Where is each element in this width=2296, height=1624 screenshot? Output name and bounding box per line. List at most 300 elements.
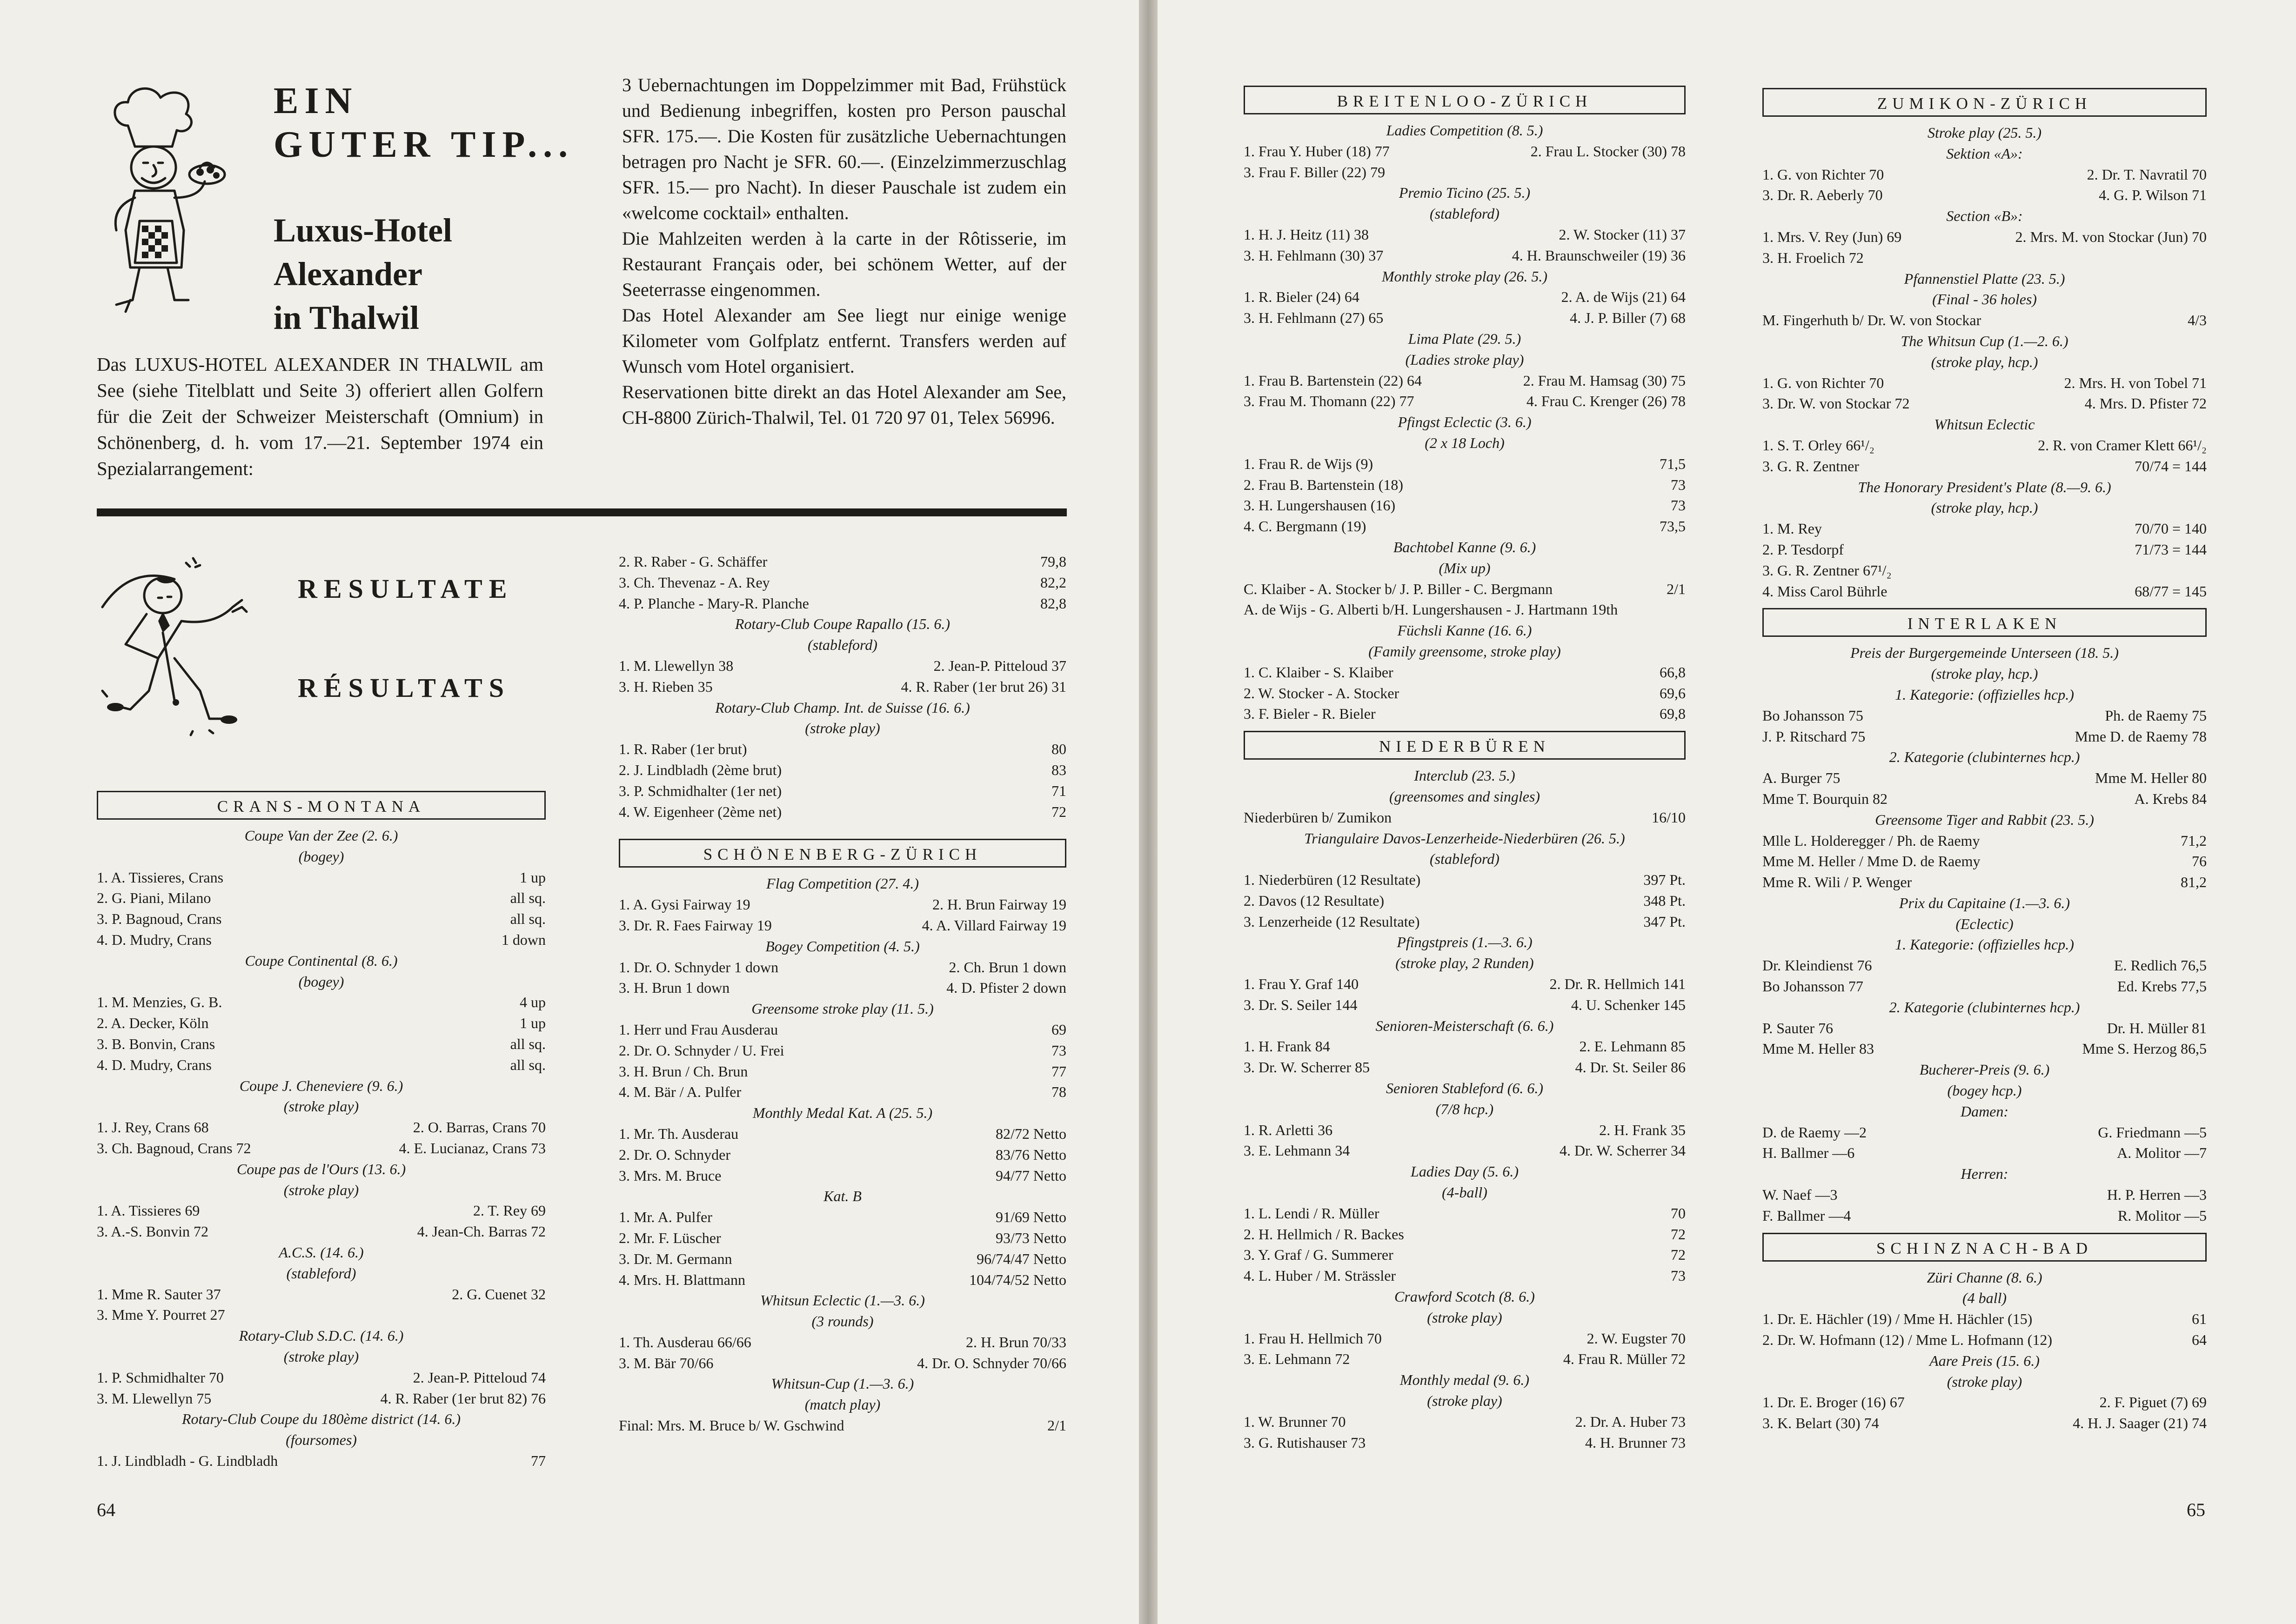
result-right: 77 (531, 1452, 546, 1469)
event-title: Prix du Capitaine (1.—3. 6.) (1899, 894, 2070, 911)
result-row (1762, 393, 2207, 414)
result-left: 1. Mrs. V. Rey (Jun) 69 (1762, 228, 1902, 245)
result-right: 4. Mrs. D. Pfister 72 (2084, 395, 2207, 412)
results-heading-de: RESULTATE (298, 574, 514, 604)
result-row (619, 977, 1066, 998)
result-right: G. Friedmann —5 (2098, 1123, 2207, 1141)
result-row (1762, 1122, 2207, 1143)
result-right: 70 (1671, 1204, 1686, 1222)
event-title: Rotary-Club S.D.C. (14. 6.) (239, 1327, 404, 1344)
result-right: 2/1 (1047, 1417, 1066, 1434)
event-title: Senioren-Meisterschaft (6. 6.) (1375, 1017, 1554, 1034)
offer-text-3: Das Hotel Alexander am See liegt nur einige wenige Kilometer vom Golfplatz entfernt. Transfers werden auf Wunsch vom Hotel organisiert. (622, 305, 1066, 377)
event-title: (greensomes and singles) (1389, 788, 1540, 805)
event-title: Coupe J. Cheneviere (9. 6.) (239, 1077, 403, 1094)
result-right: 2. W. Eugster 70 (1586, 1330, 1686, 1347)
event-title: (stroke play) (1427, 1392, 1502, 1410)
result-left: 3. Mrs. M. Bruce (619, 1167, 722, 1184)
result-row (1762, 705, 2207, 726)
event-title: (bogey) (298, 973, 344, 990)
result-left: 1. Dr. E. Hächler (19) / Mme H. Hächler (15) (1762, 1310, 2033, 1328)
hotel-heading-line1: Luxus-Hotel (274, 212, 453, 249)
club-heading: ZUMIKON-ZÜRICH (1762, 88, 2207, 117)
result-row (619, 1332, 1066, 1353)
result-row (1244, 579, 1686, 600)
result-left: 3. H. Lungershausen (16) (1244, 497, 1396, 514)
result-right: 4. Dr. W. Scherrer 34 (1559, 1142, 1686, 1159)
result-left: 2. P. Tesdorpf (1762, 541, 1844, 558)
result-right: all sq. (510, 1035, 546, 1052)
result-row (97, 929, 546, 950)
result-left: 2. G. Piani, Milano (97, 889, 211, 907)
result-left: 1. Frau Y. Graf 140 (1244, 976, 1359, 993)
result-left: H. Ballmer —6 (1762, 1144, 1855, 1162)
result-right: 4. H. J. Saager (21) 74 (2073, 1415, 2207, 1432)
result-right: all sq. (510, 1056, 546, 1073)
event-title: Bogey Competition (4. 5.) (765, 937, 920, 955)
result-row (1244, 1432, 1686, 1453)
result-row (97, 867, 546, 888)
result-left: 1. Dr. O. Schnyder 1 down (619, 958, 779, 976)
result-left: Dr. Kleindienst 76 (1762, 957, 1872, 974)
result-row (1762, 247, 2207, 268)
result-row (97, 1055, 546, 1076)
result-left: 3. B. Bonvin, Crans (97, 1035, 215, 1052)
result-right: Mme D. de Raemy 78 (2075, 728, 2207, 745)
event-title: Herren: (1961, 1165, 2008, 1183)
event-title: (stroke play) (805, 720, 880, 737)
result-right: 64 (2192, 1331, 2207, 1349)
result-row (1244, 495, 1686, 516)
result-row (1244, 599, 1686, 620)
result-left: 3. H. Fehlmann (27) 65 (1244, 309, 1384, 327)
result-left: 3. H. Brun / Ch. Brun (619, 1063, 748, 1080)
event-title: Greensome Tiger and Rabbit (23. 5.) (1875, 811, 2094, 828)
result-row (619, 915, 1066, 936)
event-title: (stroke play, hcp.) (1931, 499, 2038, 516)
result-row (619, 1165, 1066, 1186)
result-right: all sq. (510, 889, 546, 907)
result-row (1762, 560, 2207, 581)
result-right: 2. F. Piguet (7) 69 (2099, 1394, 2207, 1411)
result-right: 2. H. Brun Fairway 19 (932, 896, 1066, 913)
result-right: 73 (1671, 1267, 1686, 1284)
result-left: Mme M. Heller 83 (1762, 1040, 1874, 1057)
result-left: 3. P. Schmidhalter (1er net) (619, 782, 782, 799)
result-right: 4. U. Schenker 145 (1571, 996, 1686, 1013)
result-left: 1. J. Rey, Crans 68 (97, 1119, 209, 1136)
result-row (1244, 307, 1686, 328)
result-right: 4. A. Villard Fairway 19 (922, 916, 1066, 934)
event-title: (stroke play) (283, 1098, 359, 1115)
result-left: A. de Wijs - G. Alberti b/H. Lungershausen - J. Hartmann 19th (1244, 601, 1618, 618)
result-row (619, 1144, 1066, 1165)
result-left: 3. F. Bieler - R. Bieler (1244, 705, 1376, 722)
result-left: 3. Frau F. Biller (22) 79 (1244, 163, 1386, 180)
page-number-right: 65 (2187, 1499, 2205, 1520)
event-title: Whitsun Eclectic (1934, 416, 2035, 433)
result-left: A. Burger 75 (1762, 769, 1841, 787)
result-row (619, 593, 1066, 614)
result-row (97, 1138, 546, 1159)
event-title: Züri Channe (8. 6.) (1927, 1269, 2042, 1286)
event-title: (Final - 36 holes) (1932, 291, 2037, 308)
result-right: 91/69 Netto (996, 1209, 1066, 1226)
result-row (1244, 1224, 1686, 1245)
result-row (1244, 1328, 1686, 1349)
event-title: Coupe Van der Zee (2. 6.) (244, 827, 398, 844)
result-row (1244, 1203, 1686, 1224)
result-right: 2. H. Frank 35 (1599, 1121, 1686, 1138)
result-left: 2. J. Lindbladh (2ème brut) (619, 761, 782, 778)
event-title: (Family greensome, stroke play) (1368, 642, 1561, 660)
result-row (1762, 164, 2207, 185)
result-left: 3. Dr. R. Faes Fairway 19 (619, 916, 772, 934)
result-row (619, 1415, 1066, 1436)
result-right: 2. O. Barras, Crans 70 (413, 1119, 546, 1136)
result-left: 3. G. R. Zentner (1762, 457, 1859, 475)
result-row (97, 888, 546, 909)
club-heading: NIEDERBÜREN (1244, 731, 1686, 760)
result-row (1762, 1392, 2207, 1413)
golfer-illustration-icon (93, 551, 265, 747)
offer-text-1: 3 Uebernachtungen im Doppelzimmer mit Bad, Frühstück und Bedienung inbegriffen, kosten pro Person pauschal SFR. 175.—. Die Kosten für zusätzliche Uebernachtungen betragen pro Nacht je SFR. 60.—. (Einzelzimmerzuschlag SFR. 15.— pro Nacht). In dieser Pauschale ist zudem ein «welcome cocktail» enthalten. (622, 74, 1066, 223)
result-right: 79,8 (1040, 553, 1066, 570)
result-left: 1. Mr. A. Pulfer (619, 1209, 712, 1226)
result-left: 3. Ch. Thevenaz - A. Rey (619, 574, 770, 591)
result-row (619, 1061, 1066, 1082)
event-title: Stroke play (25. 5.) (1928, 124, 2042, 141)
result-left: 4. C. Bergmann (19) (1244, 518, 1366, 535)
result-row (97, 992, 546, 1013)
result-row (1244, 475, 1686, 495)
results-column-1 (97, 784, 546, 1471)
result-right: 82,2 (1040, 574, 1066, 591)
result-left: 3. K. Belart (30) 74 (1762, 1415, 1879, 1432)
result-row (1244, 703, 1686, 724)
result-right: Mme M. Heller 80 (2095, 769, 2207, 787)
result-row (1762, 185, 2207, 206)
event-title: (stroke play) (1427, 1309, 1502, 1326)
result-row (97, 1200, 546, 1221)
event-title: Monthly stroke play (26. 5.) (1381, 267, 1548, 285)
result-left: Bo Johansson 77 (1762, 978, 1863, 995)
result-row (1244, 224, 1686, 245)
result-left: 4. W. Eigenheer (2ème net) (619, 803, 782, 820)
result-row (1762, 872, 2207, 893)
result-right: 2. G. Cuenet 32 (452, 1285, 546, 1303)
result-row (1762, 726, 2207, 747)
result-right: 4. G. P. Wilson 71 (2099, 187, 2207, 204)
result-left: 3. E. Lehmann 72 (1244, 1350, 1350, 1368)
result-left: 4. P. Planche - Mary-R. Planche (619, 595, 809, 612)
event-title: The Whitsun Cup (1.—2. 6.) (1901, 332, 2068, 349)
result-row (619, 894, 1066, 915)
result-left: Mme T. Bourquin 82 (1762, 790, 1888, 807)
result-right: 4 up (520, 994, 546, 1011)
result-right: 71,2 (2181, 832, 2207, 849)
event-title: 1. Kategorie: (offizielles hcp.) (1895, 686, 2074, 703)
result-right: 4. R. Raber (1er brut 26) 31 (901, 678, 1066, 695)
result-left: 2. Mr. F. Lüscher (619, 1229, 721, 1246)
event-title: Flag Competition (27. 4.) (766, 875, 919, 892)
event-title: Premio Ticino (25. 5.) (1399, 184, 1531, 201)
event-title: (4 ball) (1962, 1290, 2007, 1307)
result-left: 1. P. Schmidhalter 70 (97, 1369, 224, 1386)
result-row (1762, 227, 2207, 247)
event-title: Bucherer-Preis (9. 6.) (1919, 1061, 2050, 1078)
result-left: Mme R. Wili / P. Wenger (1762, 874, 1912, 891)
results-column-4 (1762, 81, 2207, 1434)
event-title: (stableford) (1430, 205, 1499, 222)
result-right: 2. Mrs. H. von Tobel 71 (2064, 374, 2207, 391)
spacer (619, 822, 1066, 832)
result-right: Ed. Krebs 77,5 (2117, 978, 2207, 995)
result-row (97, 1304, 546, 1325)
result-left: 1. G. von Richter 70 (1762, 374, 1884, 391)
result-left: 1. L. Lendi / R. Müller (1244, 1204, 1379, 1222)
event-title: The Honorary President's Plate (8.—9. 6.) (1858, 478, 2111, 495)
result-right: 4. H. Brunner 73 (1585, 1434, 1686, 1451)
result-row (97, 1221, 546, 1242)
result-right: 2. T. Rey 69 (473, 1202, 546, 1219)
event-title: Rotary-Club Coupe Rapallo (15. 6.) (735, 615, 951, 633)
result-left: 3. H. Brun 1 down (619, 979, 730, 996)
result-row (619, 1082, 1066, 1103)
club-heading: INTERLAKEN (1762, 608, 2207, 637)
result-row (1244, 287, 1686, 307)
event-title: Rotary-Club Champ. Int. de Suisse (16. 6.) (715, 699, 970, 716)
result-row (97, 1367, 546, 1388)
chef-illustration-icon (84, 81, 237, 323)
result-row (619, 1270, 1066, 1290)
result-row (619, 1207, 1066, 1228)
result-left: 2. Dr. O. Schnyder / U. Frei (619, 1042, 784, 1059)
result-left: 3. Ch. Bagnoud, Crans 72 (97, 1139, 251, 1156)
result-row (619, 760, 1066, 781)
result-row (619, 739, 1066, 760)
result-right: 4. D. Pfister 2 down (946, 979, 1066, 996)
book-gutter (1139, 0, 1158, 1624)
result-left: 4. L. Huber / M. Strässler (1244, 1267, 1396, 1284)
page-left (0, 0, 1139, 1624)
result-row (1244, 162, 1686, 183)
result-left: 4. Mrs. H. Blattmann (619, 1271, 745, 1288)
event-title: (bogey hcp.) (1947, 1082, 2022, 1099)
event-title: Triangulaire Davos-Lenzerheide-Niederbüren (26. 5.) (1304, 829, 1625, 847)
result-row (97, 1450, 546, 1471)
result-row (1244, 1244, 1686, 1265)
event-title: (match play) (804, 1396, 881, 1413)
result-right: 72 (1671, 1225, 1686, 1243)
event-title: (stableford) (808, 636, 877, 654)
result-right: 82,8 (1040, 595, 1066, 612)
result-row (619, 957, 1066, 978)
result-row (1762, 1309, 2207, 1330)
event-title: Section «B»: (1946, 207, 2023, 225)
result-row (1762, 851, 2207, 872)
event-title: (stroke play, 2 Runden) (1395, 955, 1534, 972)
result-right: 2. Jean-P. Pitteloud 74 (413, 1369, 546, 1386)
result-left: 1. W. Brunner 70 (1244, 1413, 1346, 1430)
result-right: 2. W. Stocker (11) 37 (1559, 226, 1686, 243)
result-left: 4. Miss Carol Bührle (1762, 582, 1888, 600)
event-title: (bogey) (298, 848, 344, 865)
result-left: 1. Frau H. Hellmich 70 (1244, 1330, 1382, 1347)
result-left: J. P. Ritschard 75 (1762, 728, 1866, 745)
result-left: 2. A. Decker, Köln (97, 1015, 209, 1032)
result-row (1762, 1038, 2207, 1059)
result-left: 3. M. Bär 70/66 (619, 1354, 714, 1371)
result-right: 2. Dr. T. Navratil 70 (2087, 166, 2207, 183)
result-right: 4. Frau C. Krenger (26) 78 (1526, 393, 1686, 410)
result-right: 70/74 = 144 (2135, 457, 2207, 475)
result-right: 71 (1051, 782, 1066, 799)
result-left: 1. R. Arletti 36 (1244, 1121, 1333, 1138)
event-title: (4-ball) (1442, 1184, 1487, 1201)
result-left: 3. E. Lehmann 34 (1244, 1142, 1350, 1159)
result-left: 3. G. R. Zentner 67¹/₂ (1762, 561, 1892, 579)
result-right: 73,5 (1660, 518, 1686, 535)
result-left: 1. J. Lindbladh - G. Lindbladh (97, 1452, 278, 1469)
result-right: E. Redlich 76,5 (2114, 957, 2207, 974)
result-row (619, 551, 1066, 572)
event-title: Crawford Scotch (8. 6.) (1394, 1288, 1535, 1305)
event-title: (stroke play) (283, 1348, 359, 1365)
event-title: A.C.S. (14. 6.) (279, 1243, 364, 1261)
result-right: 81,2 (2181, 874, 2207, 891)
club-heading: CRANS-MONTANA (97, 791, 546, 820)
result-left: 3. Y. Graf / G. Summerer (1244, 1246, 1393, 1263)
intro-paragraph (97, 351, 543, 481)
event-title: 2. Kategorie (clubinternes hcp.) (1889, 749, 2080, 766)
event-title: Damen: (1960, 1103, 2009, 1120)
event-title: (stroke play, hcp.) (1931, 353, 2038, 370)
result-row (619, 802, 1066, 822)
result-row (1244, 1036, 1686, 1057)
result-row (1762, 955, 2207, 976)
result-right: 4. J. P. Biller (7) 68 (1570, 309, 1686, 327)
result-right: 71,5 (1660, 455, 1686, 472)
tip-heading-line1: EIN (274, 80, 358, 121)
result-left: Bo Johansson 75 (1762, 707, 1863, 724)
result-right: 4. E. Lucianaz, Crans 73 (399, 1139, 546, 1156)
result-left: 3. H. Froelich 72 (1762, 249, 1864, 266)
result-right: 2. Mrs. M. von Stockar (Jun) 70 (2015, 228, 2207, 245)
result-left: 2. H. Hellmich / R. Backes (1244, 1225, 1404, 1243)
result-left: 3. P. Bagnoud, Crans (97, 910, 222, 928)
result-right: 2. E. Lehmann 85 (1579, 1038, 1686, 1055)
result-left: 3. Lenzerheide (12 Resultate) (1244, 913, 1420, 930)
result-right: 73 (1671, 476, 1686, 493)
result-left: 4. M. Bär / A. Pulfer (619, 1083, 742, 1101)
event-title: Whitsun Eclectic (1.—3. 6.) (760, 1292, 925, 1309)
page-right (1158, 0, 2296, 1624)
result-left: 3. Dr. W. Scherrer 85 (1244, 1059, 1370, 1076)
result-left: 1. Niederbüren (12 Resultate) (1244, 871, 1421, 889)
hotel-heading-line2: Alexander (274, 255, 422, 293)
section-divider (97, 508, 1067, 516)
result-left: 1. Frau Y. Huber (18) 77 (1244, 142, 1390, 160)
result-row (1244, 141, 1686, 162)
result-right: 66,8 (1660, 663, 1686, 681)
result-row (1244, 911, 1686, 932)
result-left: 1. G. von Richter 70 (1762, 166, 1884, 183)
result-row (97, 909, 546, 929)
result-left: W. Naef —3 (1762, 1186, 1838, 1203)
result-right: 68/77 = 145 (2135, 582, 2207, 600)
results-column-2 (619, 551, 1066, 1436)
result-row (1244, 1120, 1686, 1141)
result-row (1762, 310, 2207, 331)
result-row (619, 1353, 1066, 1374)
event-title: (3 rounds) (811, 1313, 874, 1330)
event-title: Kat. B (823, 1188, 862, 1205)
result-right: 2. H. Brun 70/33 (966, 1333, 1066, 1350)
result-left: Mlle L. Holderegger / Ph. de Raemy (1762, 832, 1980, 849)
result-right: 83/76 Netto (996, 1146, 1066, 1163)
result-right: 72 (1051, 803, 1066, 820)
result-row (619, 676, 1066, 697)
result-right: 83 (1051, 761, 1066, 778)
result-right: 1 down (501, 931, 546, 948)
result-left: 1. S. T. Orley 66¹/₂ (1762, 436, 1874, 454)
result-right: 4. Dr. St. Seiler 86 (1575, 1059, 1686, 1076)
result-left: 1. R. Bieler (24) 64 (1244, 288, 1359, 306)
result-right: 2. Ch. Brun 1 down (949, 958, 1066, 976)
event-title: (Ladies stroke play) (1405, 351, 1524, 368)
result-right: 76 (2192, 853, 2207, 870)
result-row (619, 1249, 1066, 1270)
result-row (1762, 789, 2207, 809)
result-row (1244, 370, 1686, 391)
result-left: 1. Herr und Frau Ausderau (619, 1021, 778, 1038)
result-row (1244, 516, 1686, 537)
result-row (1762, 518, 2207, 539)
result-row (619, 572, 1066, 593)
result-right: 94/77 Netto (996, 1167, 1066, 1184)
result-left: Mme M. Heller / Mme D. de Raemy (1762, 853, 1981, 870)
result-left: 1. A. Tissieres, Crans (97, 869, 224, 886)
result-row (1762, 456, 2207, 477)
result-right: 2. R. von Cramer Klett 66¹/₂ (2038, 436, 2207, 454)
result-row (1762, 539, 2207, 560)
result-row (1762, 1413, 2207, 1434)
result-right: 69,6 (1660, 684, 1686, 702)
result-row (1244, 1057, 1686, 1078)
result-right: 4. Jean-Ch. Barras 72 (417, 1223, 546, 1240)
result-right: 69 (1051, 1021, 1066, 1038)
result-right: 80 (1051, 741, 1066, 758)
result-row (1762, 830, 2207, 851)
result-left: 3. Mme Y. Pourret 27 (97, 1306, 225, 1323)
result-left: 2. Dr. W. Hofmann (12) / Mme L. Hofmann (12) (1762, 1331, 2053, 1349)
result-row (1244, 1349, 1686, 1370)
result-right: 73 (1051, 1042, 1066, 1059)
result-left: 1. H. Frank 84 (1244, 1038, 1330, 1055)
result-left: 1. Frau B. Bartenstein (22) 64 (1244, 372, 1422, 389)
result-row (619, 1040, 1066, 1061)
result-right: A. Krebs 84 (2134, 790, 2207, 807)
result-left: 1. Th. Ausderau 66/66 (619, 1333, 751, 1350)
event-title: (Eclectic) (1955, 915, 2014, 932)
event-title: Lima Plate (29. 5.) (1408, 330, 1521, 347)
event-title: (stableford) (1430, 850, 1499, 868)
result-right: 4. H. Braunschweiler (19) 36 (1512, 247, 1686, 264)
result-right: 2. Frau M. Hamsag (30) 75 (1523, 372, 1686, 389)
result-right: 1 up (520, 1015, 546, 1032)
result-left: 1. A. Tissieres 69 (97, 1202, 200, 1219)
